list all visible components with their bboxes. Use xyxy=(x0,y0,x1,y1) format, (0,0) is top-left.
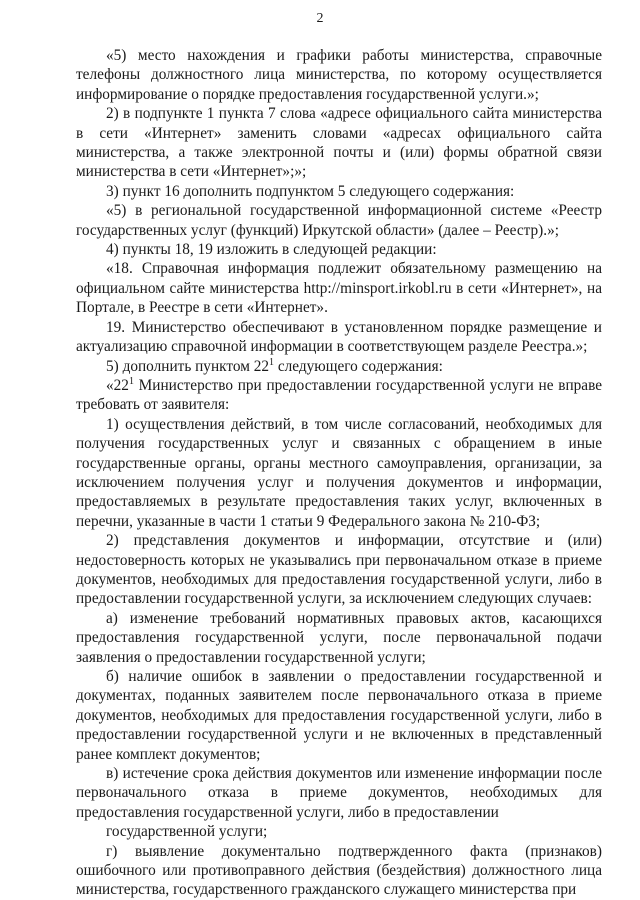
paragraph-4: «5) в региональной государственной информационной системе «Реестр государственных услуг (функций) Иркутской области» (далее – Реестр).»; xyxy=(76,202,602,239)
paragraph-9-lead: «22 xyxy=(106,376,129,394)
paragraph-5: 4) пункты 18, 19 изложить в следующей редакции: xyxy=(106,241,437,259)
paragraph-12: а) изменение требований нормативных правовых актов, касающихся предоставления государственной услуги, после первоначальной подачи заявления о предоставлении государственной услуги; xyxy=(76,609,602,666)
paragraph-7: 19. Министерство обеспечивают в установленном порядке размещение и актуализацию справочной информации в соответствующем разделе Реестра.»; xyxy=(76,318,602,356)
superscript: 1 xyxy=(269,356,275,368)
paragraph-2: 2) в подпункте 1 пункта 7 слова «адресе официального сайта министерства в сети «Интернет» заменить словами «адресах официального сайта министерства, а также электронной почты и (или) формы обратной связи министерства в сети «Интернет»;»; xyxy=(76,105,602,181)
paragraph-13: б) наличие ошибок в заявлении о предоставлении государственной и документах, поданных заявителем после первоначального отказа в приеме документов, необходимых для предоставления государственной услуги, либо в предоставлении государственной услуги и не включенных в представленный ранее комплект документов; xyxy=(76,668,602,763)
paragraph-1: «5) место нахождения и графики работы министерства, справочные телефоны должностного лица министерства, по которому осуществляется информирование о порядке предоставления государственной услуги.»; xyxy=(76,47,602,103)
document-body xyxy=(76,46,602,900)
paragraph-8-rest: следующего содержания: xyxy=(274,357,443,375)
page-number: 2 xyxy=(316,11,324,26)
paragraph-15: государственной услуги; xyxy=(106,823,268,841)
paragraph-6: «18. Справочная информация подлежит обязательному размещению на официальном сайте министерства http://minsport.irkobl.ru в сети «Интернет», на Портале, в Реестре в сети «Интернет». xyxy=(76,260,602,317)
paragraph-3: 3) пункт 16 дополнить подпунктом 5 следующего содержания: xyxy=(106,182,515,200)
paragraph-9-rest: Министерство при предоставлении государственной услуги не вправе требовать от заявителя: xyxy=(76,376,602,414)
paragraph-8-lead: 5) дополнить пунктом 22 xyxy=(106,357,270,375)
paragraph-16: г) выявление документально подтвержденного факта (признаков) ошибочного или противоправного действия (бездействия) должностного лица министерства, государственного гражданского служащего министерства при xyxy=(76,842,602,899)
superscript: 1 xyxy=(128,375,134,387)
paragraph-9 xyxy=(76,376,602,415)
paragraph-14: в) истечение срока действия документов или изменение информации после первоначального отказа в приеме документов, необходимых для предоставления государственной услуги, либо в предоставлении xyxy=(76,765,602,821)
paragraph-10: 1) осуществления действий, в том числе согласований, необходимых для получения государственных услуг и связанных с обращением в иные государственные органы, органы местного самоуправления, организации, за исключением получения услуг и получения документов и информации, предоставляемых в результате предоставления таких услуг, включенных в перечни, указанные в части 1 статьи 9 Федерального закона № 210-ФЗ; xyxy=(76,415,602,530)
paragraph-11: 2) представления документов и информации, отсутствие и (или) недостоверность которых не указывались при первоначальном отказе в приеме документов, необходимых для предоставления государственной услуги, либо в предоставлении государственной услуги, за исключением следующих случаев: xyxy=(76,532,602,608)
paragraph-8 xyxy=(76,357,602,376)
